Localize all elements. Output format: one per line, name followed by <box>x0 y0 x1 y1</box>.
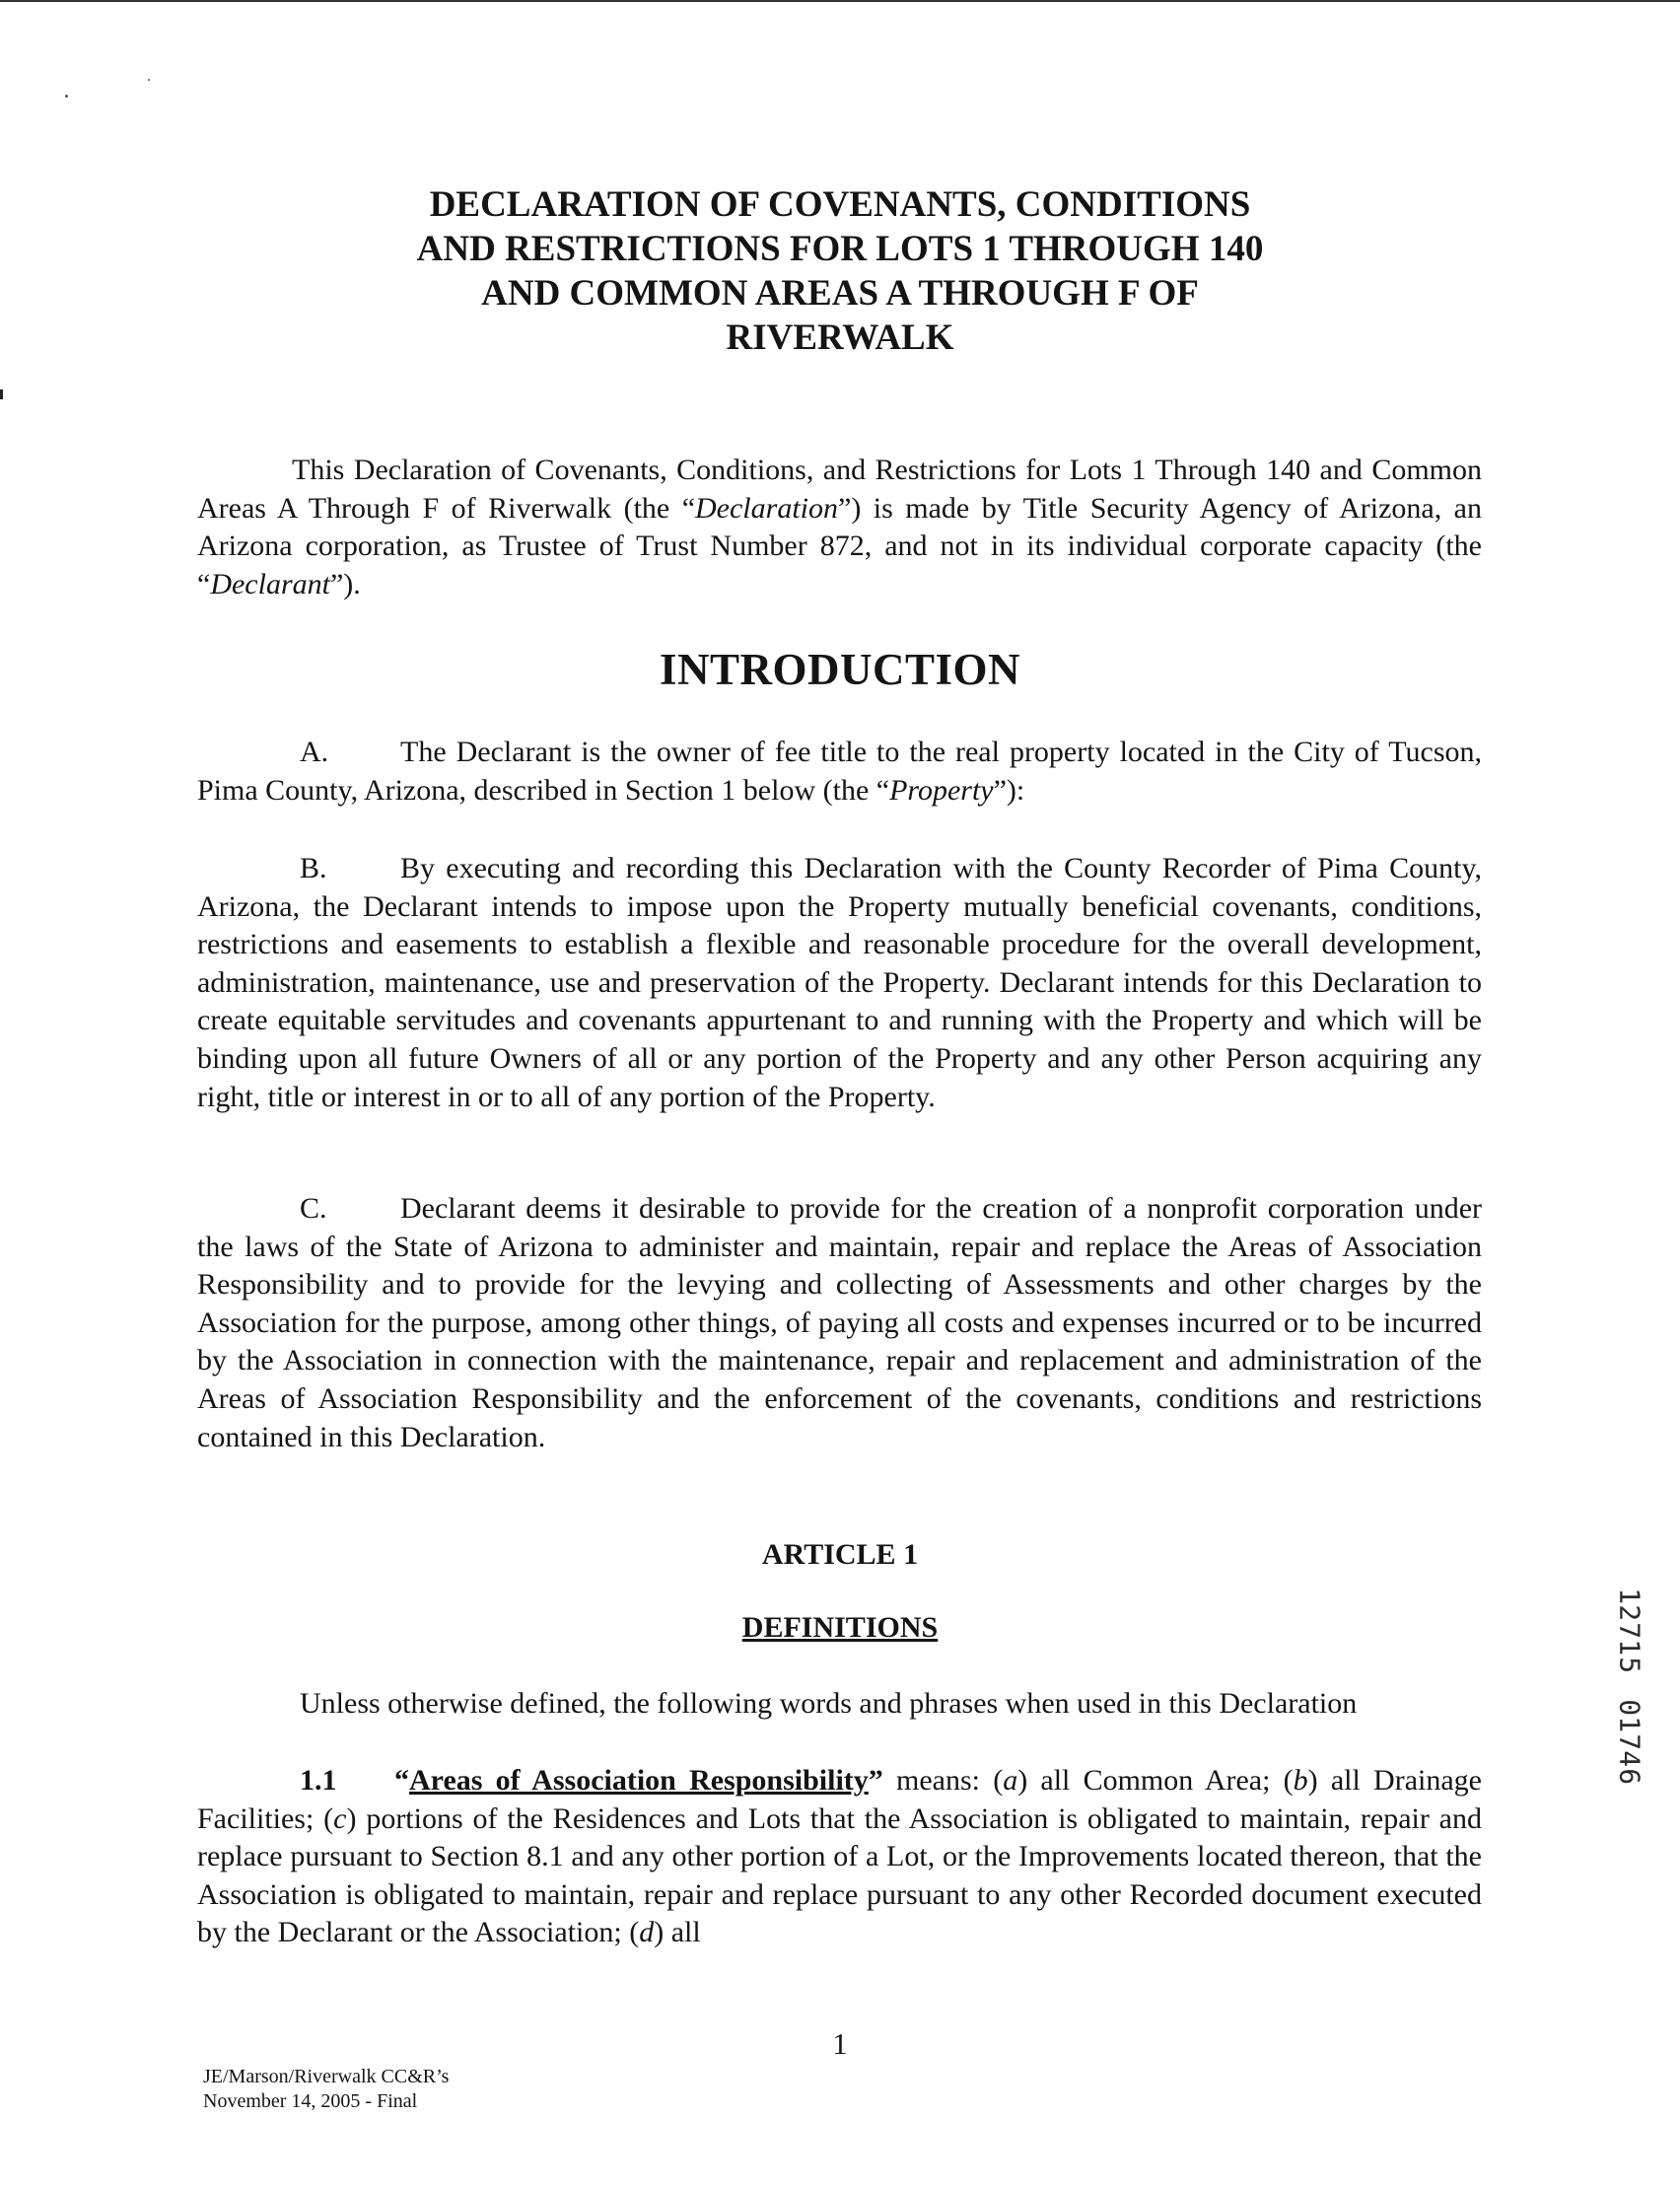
title-line: AND RESTRICTIONS FOR LOTS 1 THROUGH 140 <box>416 229 1264 269</box>
stamp-digit: 1 <box>1613 1716 1646 1733</box>
introduction-heading: INTRODUCTION <box>659 645 1021 694</box>
section-text: ) all Common Area; ( <box>1017 1764 1294 1797</box>
clause-letter: a <box>1003 1764 1018 1797</box>
recital-a-text-2: ”): <box>993 773 1025 807</box>
recital-b <box>197 850 1482 1116</box>
recital-b-text: By executing and recording this Declaration with the County Recorder of Pima County, Arizona, the Declarant intends to impose upon the Property mutually beneficial covenants, conditions, restrictions and easements to establish a flexible and reasonable procedure for the overall development, administration, maintenance, use and preservation of the Property. Declarant intends for this Declaration to create equitable servitudes and covenants appurtenant to and running with the Property and which will be binding upon all future Owners of all or any portion of the Property and any other Person acquiring any right, title or interest in or to all of any portion of the Property. <box>197 852 1482 1113</box>
stamp-digit: 1 <box>1613 1639 1646 1657</box>
definitions-lead-text: Unless otherwise defined, the following words and phrases when used in this Declaration <box>300 1687 1358 1720</box>
section-number: 1.1 <box>300 1764 337 1797</box>
recital-c-text: Declarant deems it desirable to provide for the creation of a nonprofit corporation under the laws of the State of Arizona to administer and maintain, repair and replace the Areas of Association Responsibility and to provide for the levying and collecting of Assessments and other charges by the Association for the purpose, among other things, of paying all costs and expenses incurred or to be incurred by the Association in connection with the maintenance, repair and replacement and administration of the Areas of Association Responsibility and the enforcement of the covenants, conditions and restrictions contained in this Declaration. <box>197 1192 1482 1453</box>
stamp-digit: 7 <box>1613 1622 1646 1639</box>
recital-letter: C. <box>300 1192 327 1225</box>
title-line: RIVERWALK <box>726 317 954 358</box>
opening-text-2: ”) is made by Title Security Agency of Arizona, an Arizona corporation, as Trustee of Trust Number 872, and not in its individual corporate capacity (the “ <box>197 491 1482 600</box>
term-open-quote: “ <box>394 1764 409 1797</box>
opening-paragraph <box>197 452 1482 603</box>
recording-stamp <box>1613 1587 1646 1785</box>
definitions-heading-text: DEFINITIONS <box>741 1611 939 1644</box>
defined-term-property: Property <box>889 773 994 807</box>
definitions-heading <box>0 1611 1680 1645</box>
footer-line-2: November 14, 2005 - Final <box>203 2090 418 2112</box>
scan-speck <box>65 95 68 98</box>
clause-letter: b <box>1293 1764 1308 1797</box>
section-1-1 <box>197 1762 1482 1952</box>
section-text: ) all Drainage Facilities; ( <box>197 1764 1482 1835</box>
opening-text-1: This Declaration of Covenants, Conditions, and Restrictions for Lots 1 Through 140 and Common Areas A Through F of Riverwalk (the “ <box>197 454 1482 525</box>
scan-speck <box>148 79 150 81</box>
stamp-digit: 6 <box>1613 1767 1646 1785</box>
recital-letter: B. <box>300 852 327 884</box>
defined-term-areas <box>394 1764 883 1797</box>
defined-term-declaration: Declaration <box>695 491 838 525</box>
opening-text-3: ”). <box>329 567 361 600</box>
defined-term-declarant: Declarant <box>210 567 330 600</box>
title-line: DECLARATION OF COVENANTS, CONDITIONS <box>429 184 1251 225</box>
recital-letter: A. <box>300 736 329 768</box>
clause-letter: d <box>639 1916 655 1949</box>
scan-top-edge-line <box>0 0 1680 2</box>
stamp-digit: 0 <box>1613 1699 1646 1717</box>
stamp-digit: 1 <box>1613 1587 1646 1605</box>
stamp-digits <box>1613 1587 1646 1785</box>
article-heading: ARTICLE 1 <box>761 1538 919 1571</box>
term-close-quote: ” <box>868 1764 883 1797</box>
document-footer <box>203 2065 449 2114</box>
recital-c <box>197 1190 1482 1456</box>
stamp-digit: 2 <box>1613 1604 1646 1622</box>
definitions-lead <box>197 1685 1482 1724</box>
section-text: means: ( <box>882 1764 1004 1797</box>
clause-letter: c <box>333 1801 347 1835</box>
stamp-digit: 7 <box>1613 1732 1646 1750</box>
document-title <box>0 182 1680 360</box>
title-line: AND COMMON AREAS A THROUGH F OF <box>481 273 1199 314</box>
recital-a <box>197 734 1482 810</box>
footer-line-1: JE/Marson/Riverwalk CC&R’s <box>203 2066 450 2087</box>
stamp-digit: 4 <box>1613 1750 1646 1768</box>
section-text: ) all <box>654 1916 701 1949</box>
section-text: ) portions of the Residences and Lots that the Association is obligated to maintain, repair and replace pursuant to Section 8.1 and any other portion of a Lot, or the Improvements located thereon, that the Association is obligated to maintain, repair and replace pursuant to any other Recorded document executed by the Declarant or the Association; ( <box>197 1801 1482 1949</box>
page-number: 1 <box>832 2026 848 2061</box>
scan-margin-mark <box>0 389 3 399</box>
recital-a-text-1: The Declarant is the owner of fee title to the real property located in the City of Tucson, Pima County, Arizona, described in Section 1 below (the “ <box>197 736 1482 807</box>
term-text: Areas of Association Responsibility <box>409 1764 869 1797</box>
stamp-digit: 5 <box>1613 1656 1646 1673</box>
